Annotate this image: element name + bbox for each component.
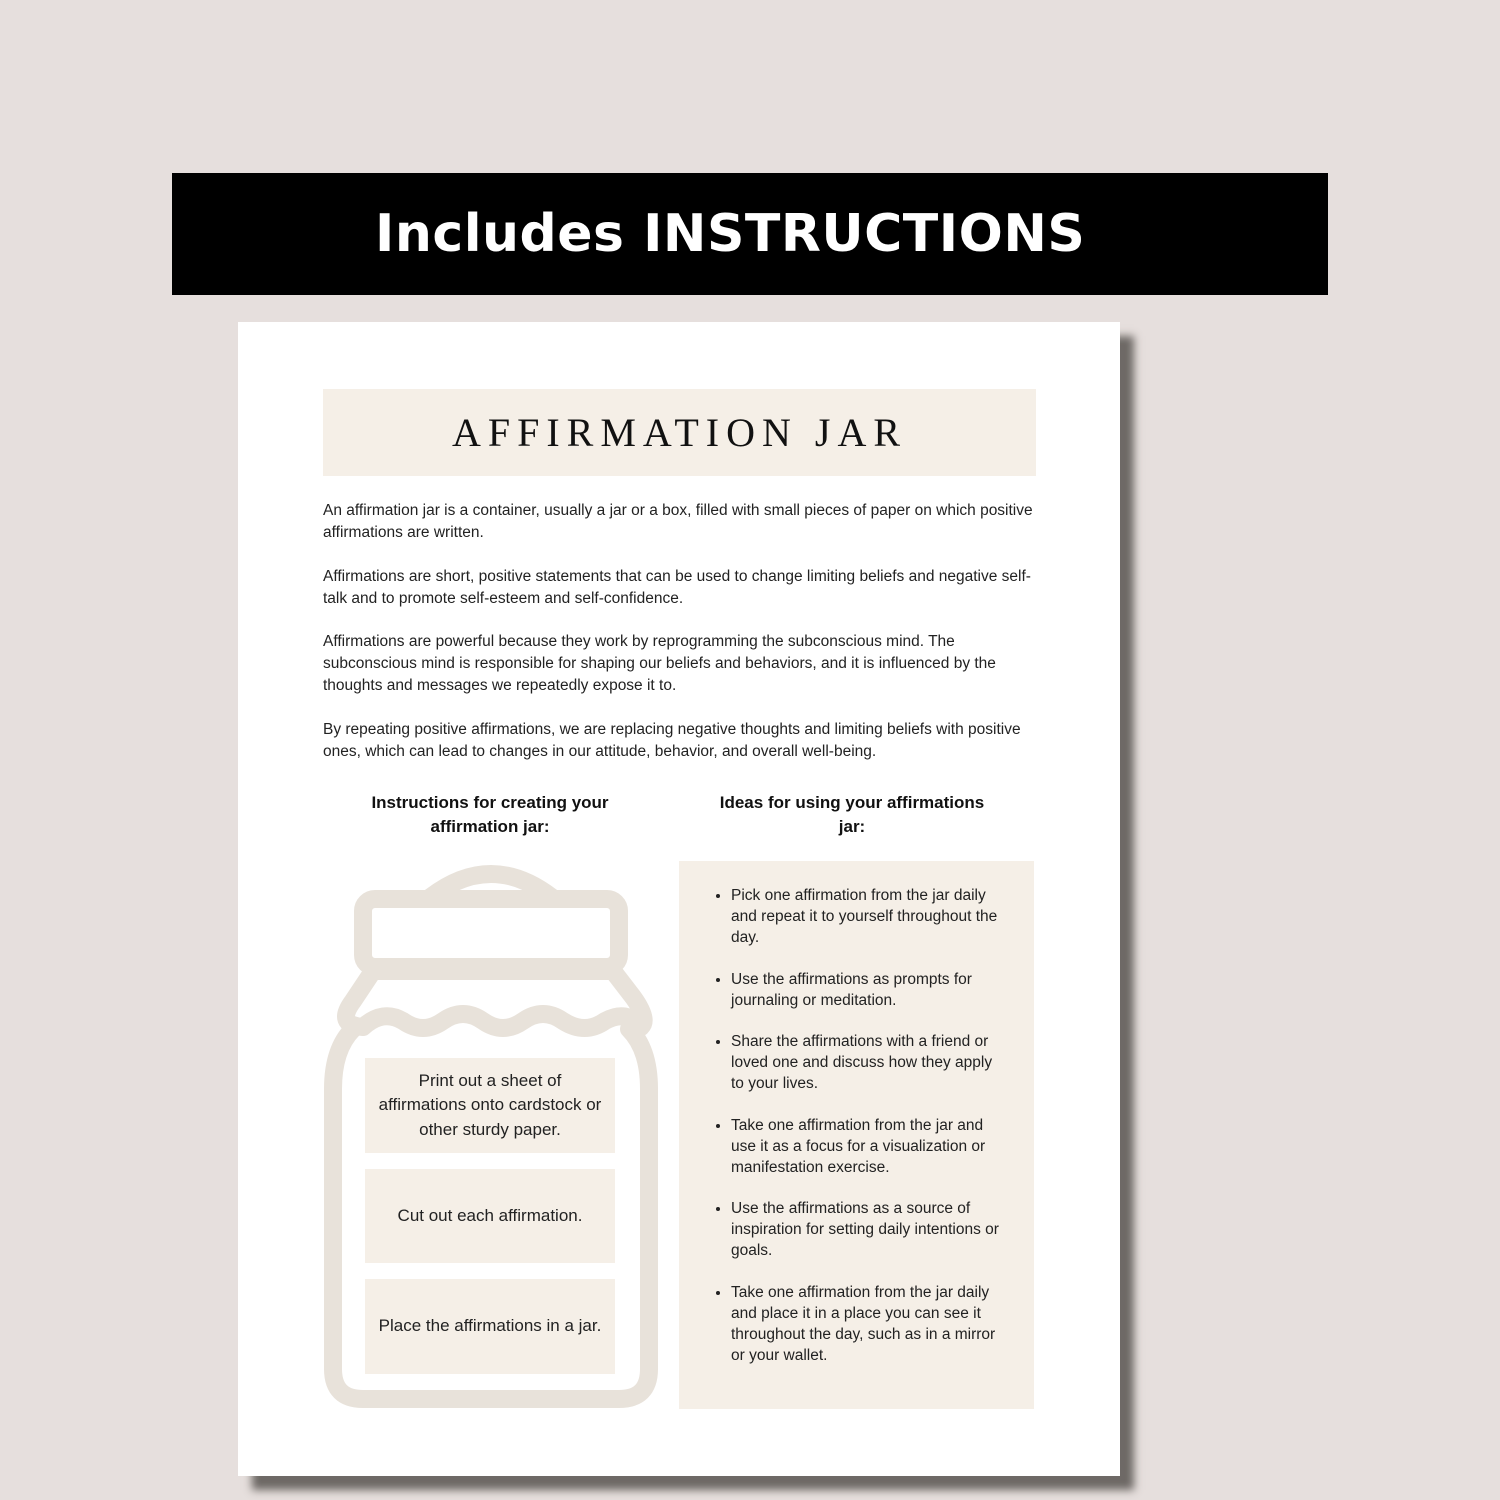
ideas-heading: Ideas for using your affirmations jar: [719, 793, 985, 836]
list-item: • Pick one affirmation from the jar daily and repeat it to yourself throughout the day. [731, 885, 1009, 948]
banner-title: Includes INSTRUCTIONS [375, 204, 1086, 264]
header-banner [172, 173, 1328, 295]
list-item: • Share the affirmations with a friend or loved one and discuss how they apply to your lives. [731, 1031, 1009, 1094]
intro-paragraph: Affirmations are powerful because they work by reprogramming the subconscious mind. The subconscious mind is responsible for shaping our beliefs and behaviors, and it is influenced by the thoughts and messages we repeatedly expose it to. [323, 633, 996, 694]
intro-paragraph: By repeating positive affirmations, we are replacing negative thoughts and limiting beliefs with positive ones, which can lead to changes in our attitude, behavior, and overall well-being. [323, 720, 1021, 760]
list-item: • Take one affirmation from the jar daily and place it in a place you can see it throughout the day, such as in a mirror or your wallet. [731, 1282, 1009, 1366]
ideas-list [704, 885, 1009, 1366]
title-band [323, 389, 1036, 476]
instruction-step: Print out a sheet of affirmations onto cardstock or other sturdy paper. [365, 1058, 615, 1153]
instructions-heading: Instructions for creating your affirmation jar: [371, 793, 609, 836]
list-item: • Use the affirmations as a source of inspiration for setting daily intentions or goals. [731, 1198, 1009, 1261]
instruction-step: Place the affirmations in a jar. [365, 1279, 615, 1374]
intro-paragraph: Affirmations are short, positive statements that can be used to change limiting beliefs and negative self-talk and to promote self-esteem and self-confidence. [323, 567, 1031, 607]
list-item: • Use the affirmations as prompts for journaling or meditation. [731, 969, 1009, 1011]
list-item: • Take one affirmation from the jar and use it as a focus for a visualization or manifestation exercise. [731, 1115, 1009, 1178]
instructions-jar [323, 859, 659, 1411]
page-title: AFFIRMATION JAR [451, 410, 908, 455]
instruction-step: Cut out each affirmation. [365, 1169, 615, 1263]
ideas-panel [679, 861, 1034, 1409]
intro-paragraph: An affirmation jar is a container, usually a jar or a box, filled with small pieces of paper on which positive affirmations are written. [323, 502, 1033, 541]
intro-text [323, 500, 1039, 784]
document-page [238, 322, 1120, 1476]
